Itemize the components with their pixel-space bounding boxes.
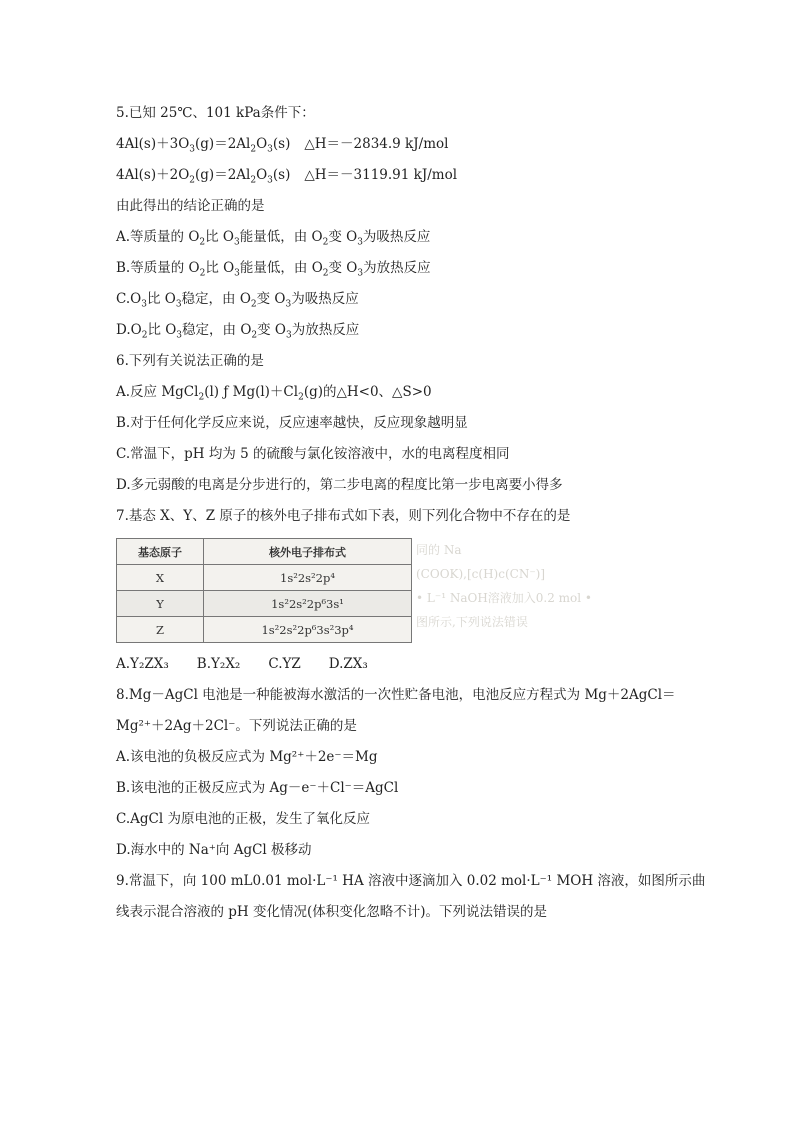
table-row: [117, 591, 412, 617]
q8-option-d: D.海水中的 Na⁺向 AgCl 极移动: [116, 842, 312, 858]
q7-option-c: C.YZ: [268, 656, 301, 672]
q6-option-b: B.对于任何化学反应来说，反应速率越快，反应现象越明显: [116, 415, 468, 431]
table-header-row: [117, 539, 412, 565]
table-cell-atom: Z: [117, 617, 204, 643]
q6-option-a: A.反应 MgCl$_2$(l) ƒ $Mg(l)+Cl_2(g)$的△H<0、△S>0: [116, 384, 432, 403]
q8-option-b: B.该电池的正极反应式为 Ag－e⁻＋Cl⁻＝AgCl: [116, 780, 399, 796]
q7-option-a: A.Y₂ZX₃: [116, 656, 169, 672]
table-cell-atom: Y: [117, 591, 204, 617]
q5-eq1-enthalpy: △H＝－2834.9 kJ/mol: [304, 136, 449, 152]
q7-option-d: D.ZX₃: [328, 656, 368, 672]
q5-equation-2: $4Al(s)+2O_2(g)=2Al_2O_3(s)$ △H＝－3119.91 kJ/mol: [116, 167, 458, 186]
q6-stem: 6.下列有关说法正确的是: [116, 353, 264, 369]
q7-options: [116, 649, 736, 680]
bleed-through-text: 同的 Na (COOK),[c(H)c(CN⁻)] • L⁻¹ NaOH溶液加入0.2 mol • 图所示,下列说法错误: [416, 543, 593, 629]
table-header-atom: 基态原子: [117, 539, 204, 565]
q5-option-d: $D.O_2$比 $O_3$稳定，由 $O_2$变 $O_3$为放热反应: [116, 322, 360, 341]
q6-option-c: C.常温下，pH 均为 5 的硫酸与氯化铵溶液中，水的电离程度相同: [116, 446, 510, 462]
q5-stem: 5.已知 25℃、101 kPa条件下：: [116, 105, 315, 121]
electron-config-table: [116, 538, 412, 643]
q5-option-b: B.等质量的 $O_2$比 $O_3$能量低，由 $O_2$变 $O_3$为放热反应: [116, 260, 431, 279]
q9-stem-1: 9.常温下，向 100 mL0.01 mol·L⁻¹ HA 溶液中逐滴加入 0.02 mol·L⁻¹ MOH 溶液，如图所示曲: [116, 873, 706, 889]
q8-option-c: C.AgCl 为原电池的正极，发生了氧化反应: [116, 811, 370, 827]
q6-option-d: D.多元弱酸的电离是分步进行的，第二步电离的程度比第一步电离要小得多: [116, 477, 563, 493]
q8-stem-2: Mg²⁺＋2Ag＋2Cl⁻。下列说法正确的是: [116, 718, 357, 734]
q5-equation-1: $4Al(s)+3O_3(g)=2Al_2O_3(s)$ △H＝－2834.9 kJ/mol: [116, 136, 449, 155]
q7-option-b: B.Y₂X₂: [196, 656, 241, 672]
table-row: [117, 617, 412, 643]
q8-option-a: A.该电池的负极反应式为 Mg²⁺＋2e⁻＝Mg: [116, 749, 378, 765]
q9-stem-2: 线表示混合溶液的 pH 变化情况(体积变化忽略不计)。下列说法错误的是: [116, 904, 548, 920]
electron-config-table-image: [116, 538, 593, 643]
table-row: [117, 565, 412, 591]
table-cell-config: 1s²2s²2p⁴: [204, 565, 412, 591]
q5-option-c: $C.O_3$比 $O_3$稳定，由 $O_2$变 $O_3$为吸热反应: [116, 291, 359, 310]
table-cell-config: 1s²2s²2p⁶3s¹: [204, 591, 412, 617]
q5-ask: 由此得出的结论正确的是: [116, 198, 265, 214]
table-cell-atom: X: [117, 565, 204, 591]
exam-page: [116, 98, 736, 928]
q8-stem-1: 8.Mg－AgCl 电池是一种能被海水激活的一次性贮备电池，电池反应方程式为 Mg＋2AgCl＝: [116, 687, 676, 703]
q7-stem: 7.基态 X、Y、Z 原子的核外电子排布式如下表，则下列化合物中不存在的是: [116, 508, 571, 524]
q5-eq2-enthalpy: △H＝－3119.91 kJ/mol: [304, 167, 458, 183]
table-cell-config: 1s²2s²2p⁶3s²3p⁴: [204, 617, 412, 643]
q5-option-a: A.等质量的 $O_2$比 $O_3$能量低，由 $O_2$变 $O_3$为吸热反应: [116, 229, 431, 248]
table-header-config: 核外电子排布式: [204, 539, 412, 565]
